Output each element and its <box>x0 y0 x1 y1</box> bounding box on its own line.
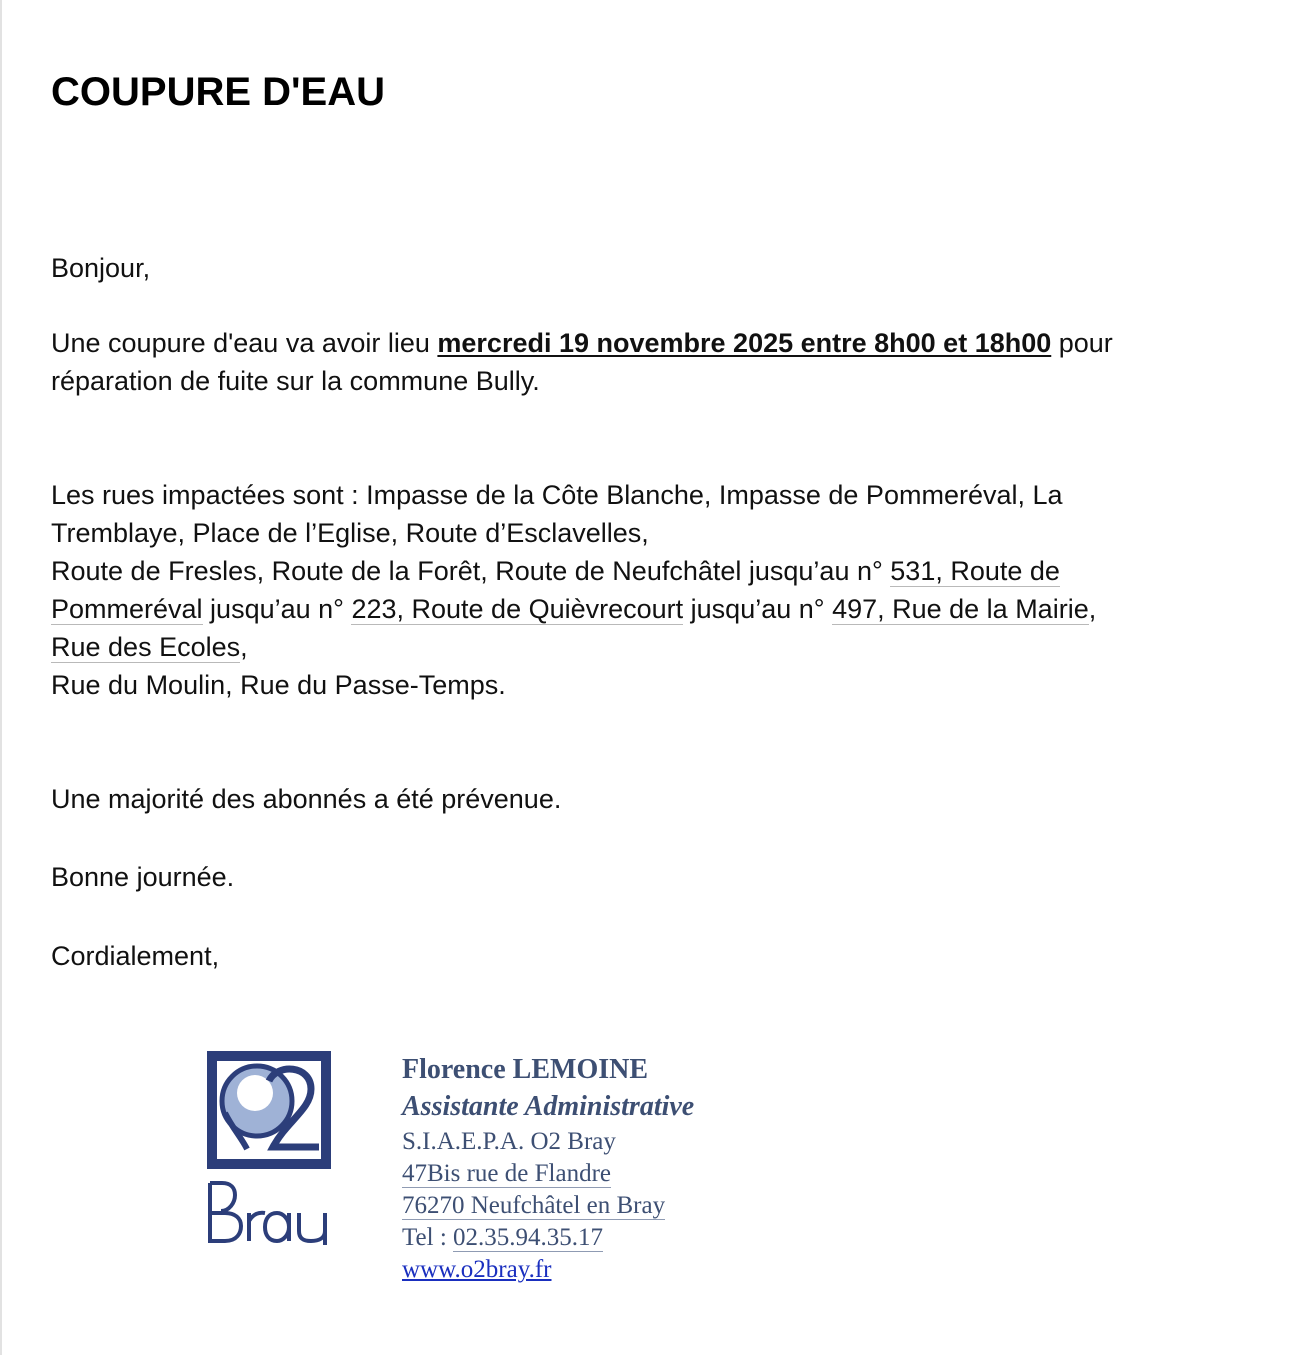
intro-paragraph <box>51 324 1261 400</box>
outage-date: mercredi 19 novembre 2025 entre 8h00 et 18h00 <box>437 328 1052 358</box>
streets-mid2: jusqu’au n° <box>683 594 833 624</box>
streets-paragraph-1 <box>51 476 1261 552</box>
signature-address1-link[interactable]: 47Bis rue de Flandre <box>402 1160 611 1187</box>
signature-tel-label: Tel : <box>402 1224 454 1251</box>
address-link-pommereval[interactable]: Pommeréval <box>51 594 203 624</box>
signature-block <box>402 1052 694 1286</box>
signature-website-link[interactable]: www.o2bray.fr <box>402 1256 552 1283</box>
intro-after: pour <box>1051 328 1113 358</box>
left-border <box>0 0 2 1355</box>
signature-name: Florence LEMOINE <box>402 1054 649 1085</box>
majority-notice: Une majorité des abonnés a été prévenue. <box>51 784 562 814</box>
address-link-531[interactable]: 531, Route de <box>890 556 1060 586</box>
streets-sep: , <box>1088 594 1097 624</box>
logo-bray-wordmark <box>210 1183 325 1245</box>
signature-org: S.I.A.E.P.A. O2 Bray <box>402 1128 616 1155</box>
streets-mid1: jusqu’au n° <box>202 594 352 624</box>
greeting: Bonjour, <box>51 253 151 283</box>
signature-website <box>402 1254 694 1286</box>
intro-before: Une coupure d'eau va avoir lieu <box>51 328 438 358</box>
streets-line1: Les rues impactées sont : Impasse de la Côte Blanche, Impasse de Pommeréval, La <box>51 480 1063 510</box>
streets-line2: Tremblaye, Place de l’Eglise, Route d’Esclavelles, <box>51 518 649 548</box>
logo-o-hole <box>237 1075 273 1111</box>
o2bray-logo <box>207 1051 331 1245</box>
streets-line3: Route de Fresles, Route de la Forêt, Route de Neufchâtel jusqu’au n° <box>51 556 891 586</box>
streets-after4: , <box>240 632 248 662</box>
signature-tel <box>402 1222 694 1254</box>
bonne-journee: Bonne journée. <box>51 862 235 892</box>
streets-last-line: Rue du Moulin, Rue du Passe-Temps. <box>51 670 506 700</box>
signature-address2-link[interactable]: 76270 Neufchâtel en Bray <box>402 1192 666 1219</box>
o2bray-logo-graphic <box>207 1051 331 1245</box>
closing: Cordialement, <box>51 941 220 971</box>
address-link-497[interactable]: 497, Rue de la Mairie <box>832 594 1089 624</box>
email-title: COUPURE D'EAU <box>51 70 385 114</box>
address-link-ecoles[interactable]: Rue des Ecoles <box>51 632 241 662</box>
signature-address1 <box>402 1158 694 1190</box>
address-link-223[interactable]: 223, Route de Quièvrecourt <box>351 594 684 624</box>
intro-line2: réparation de fuite sur la commune Bully. <box>51 366 540 396</box>
streets-paragraph-2 <box>51 552 1261 666</box>
signature-tel-link[interactable]: 02.35.94.35.17 <box>453 1224 604 1251</box>
signature-role: Assistante Administrative <box>402 1091 695 1122</box>
signature-address2 <box>402 1190 694 1222</box>
